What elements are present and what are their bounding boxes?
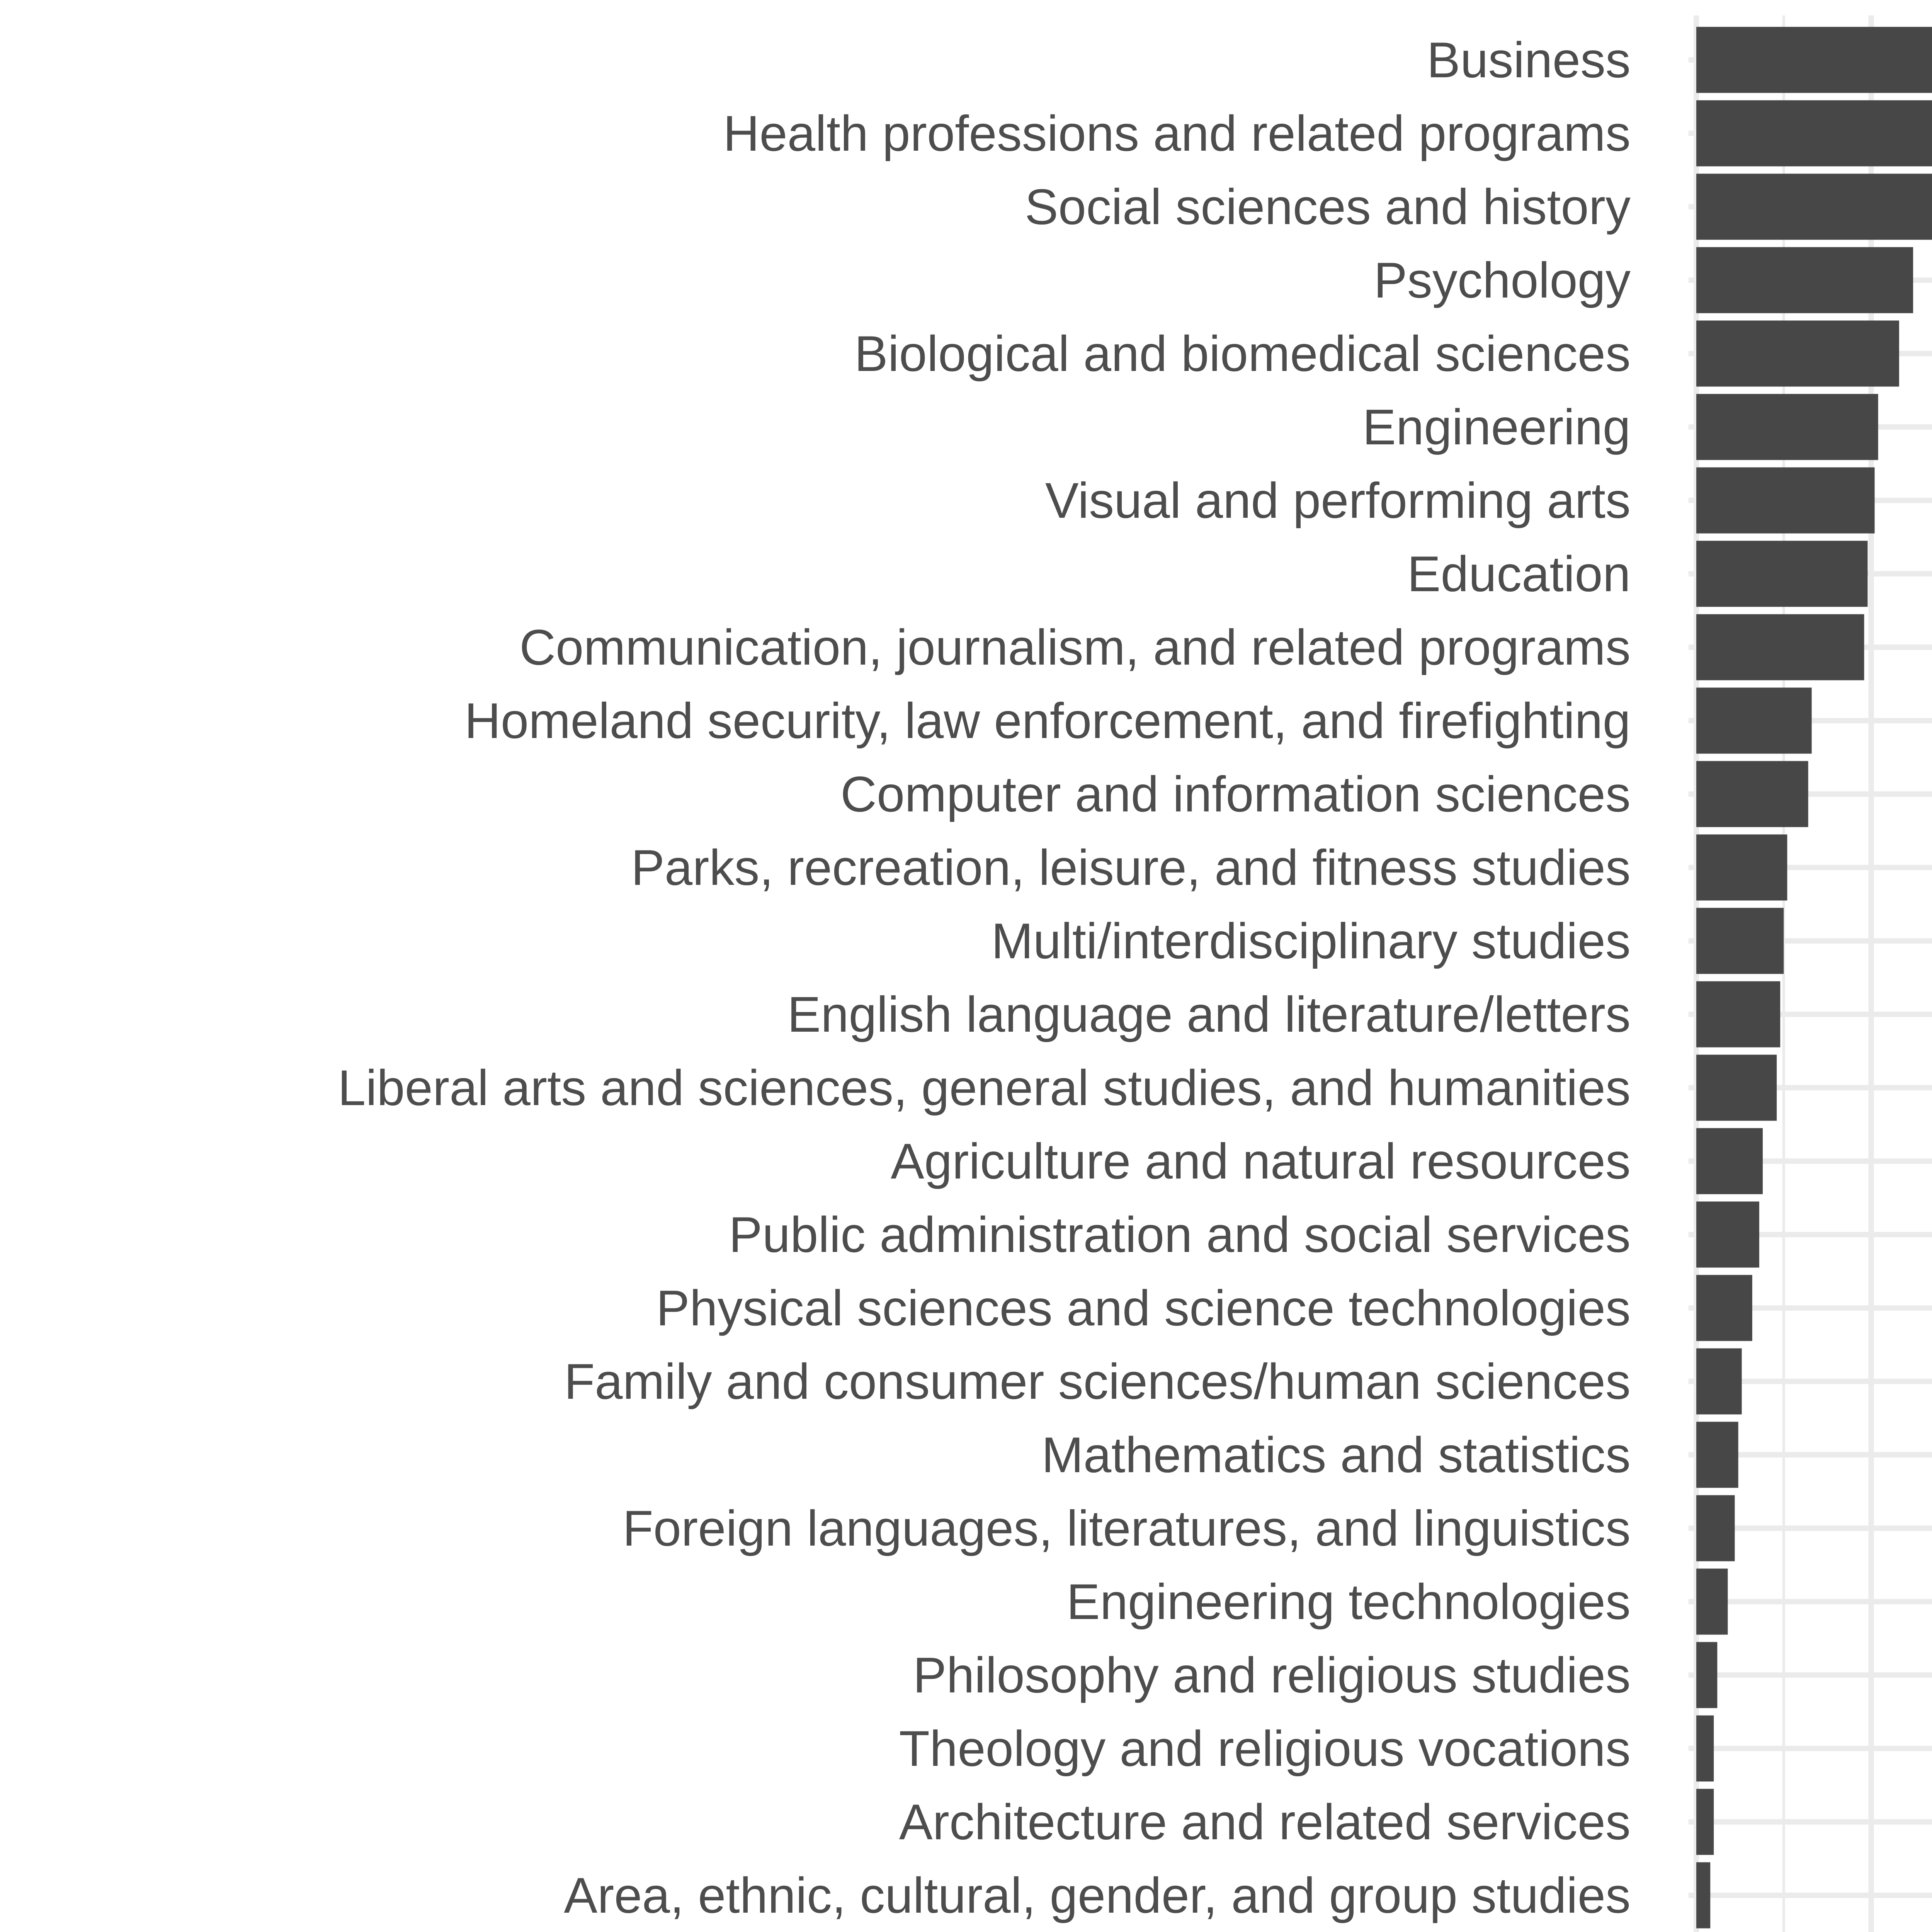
bar	[1696, 27, 1932, 93]
category-label: Parks, recreation, leisure, and fitness studies	[631, 839, 1631, 896]
category-label: Computer and information sciences	[840, 766, 1631, 822]
bar	[1696, 614, 1864, 680]
category-label: Multi/interdisciplinary studies	[991, 913, 1631, 969]
bar	[1696, 908, 1784, 974]
bar	[1696, 174, 1932, 240]
bar	[1696, 1128, 1763, 1194]
category-label: Biological and biomedical sciences	[854, 325, 1631, 382]
category-label: Foreign languages, literatures, and linguistics	[622, 1500, 1631, 1556]
category-label: Agriculture and natural resources	[891, 1133, 1631, 1189]
bar	[1696, 981, 1780, 1048]
category-label: Homeland security, law enforcement, and firefighting	[464, 692, 1631, 749]
category-label: Communication, journalism, and related programs	[519, 619, 1631, 675]
bar	[1696, 1202, 1759, 1268]
bar	[1696, 247, 1913, 313]
bar	[1696, 1789, 1714, 1855]
bar	[1696, 321, 1899, 387]
bar	[1696, 100, 1932, 167]
category-label: Family and consumer sciences/human sciences	[564, 1353, 1631, 1410]
bar	[1696, 1495, 1735, 1561]
bar	[1696, 1862, 1710, 1929]
bar	[1696, 835, 1787, 901]
category-label: Health professions and related programs	[723, 105, 1631, 162]
bar	[1696, 1422, 1738, 1488]
bar	[1696, 468, 1875, 534]
category-label: Public administration and social services	[729, 1206, 1631, 1263]
bar	[1696, 1349, 1742, 1415]
category-label: Business	[1427, 32, 1631, 88]
bar	[1696, 1642, 1717, 1708]
category-label: Engineering technologies	[1066, 1573, 1631, 1630]
category-labels	[338, 32, 1631, 1932]
bar	[1696, 761, 1808, 827]
bar	[1696, 1275, 1752, 1341]
category-label: Engineering	[1362, 399, 1631, 455]
bar	[1696, 1716, 1714, 1782]
bars	[1696, 27, 1932, 1932]
category-label: Psychology	[1374, 252, 1631, 308]
category-label: Social sciences and history	[1025, 179, 1631, 235]
category-label: Education	[1407, 546, 1631, 602]
category-label: Philosophy and religious studies	[913, 1647, 1631, 1703]
category-label: Physical sciences and science technologies	[656, 1280, 1631, 1336]
bar	[1696, 541, 1867, 607]
category-label: Area, ethnic, cultural, gender, and group studies	[564, 1867, 1631, 1923]
bar	[1696, 394, 1878, 460]
category-label: Architecture and related services	[899, 1794, 1631, 1850]
bar	[1696, 688, 1812, 754]
bar	[1696, 1569, 1728, 1635]
category-label: Visual and performing arts	[1045, 472, 1631, 529]
category-label: Liberal arts and sciences, general studies, and humanities	[338, 1060, 1631, 1116]
category-label: English language and literature/letters	[787, 986, 1631, 1043]
bar	[1696, 1055, 1777, 1121]
category-label: Mathematics and statistics	[1041, 1427, 1631, 1483]
category-label: Theology and religious vocations	[899, 1720, 1631, 1777]
